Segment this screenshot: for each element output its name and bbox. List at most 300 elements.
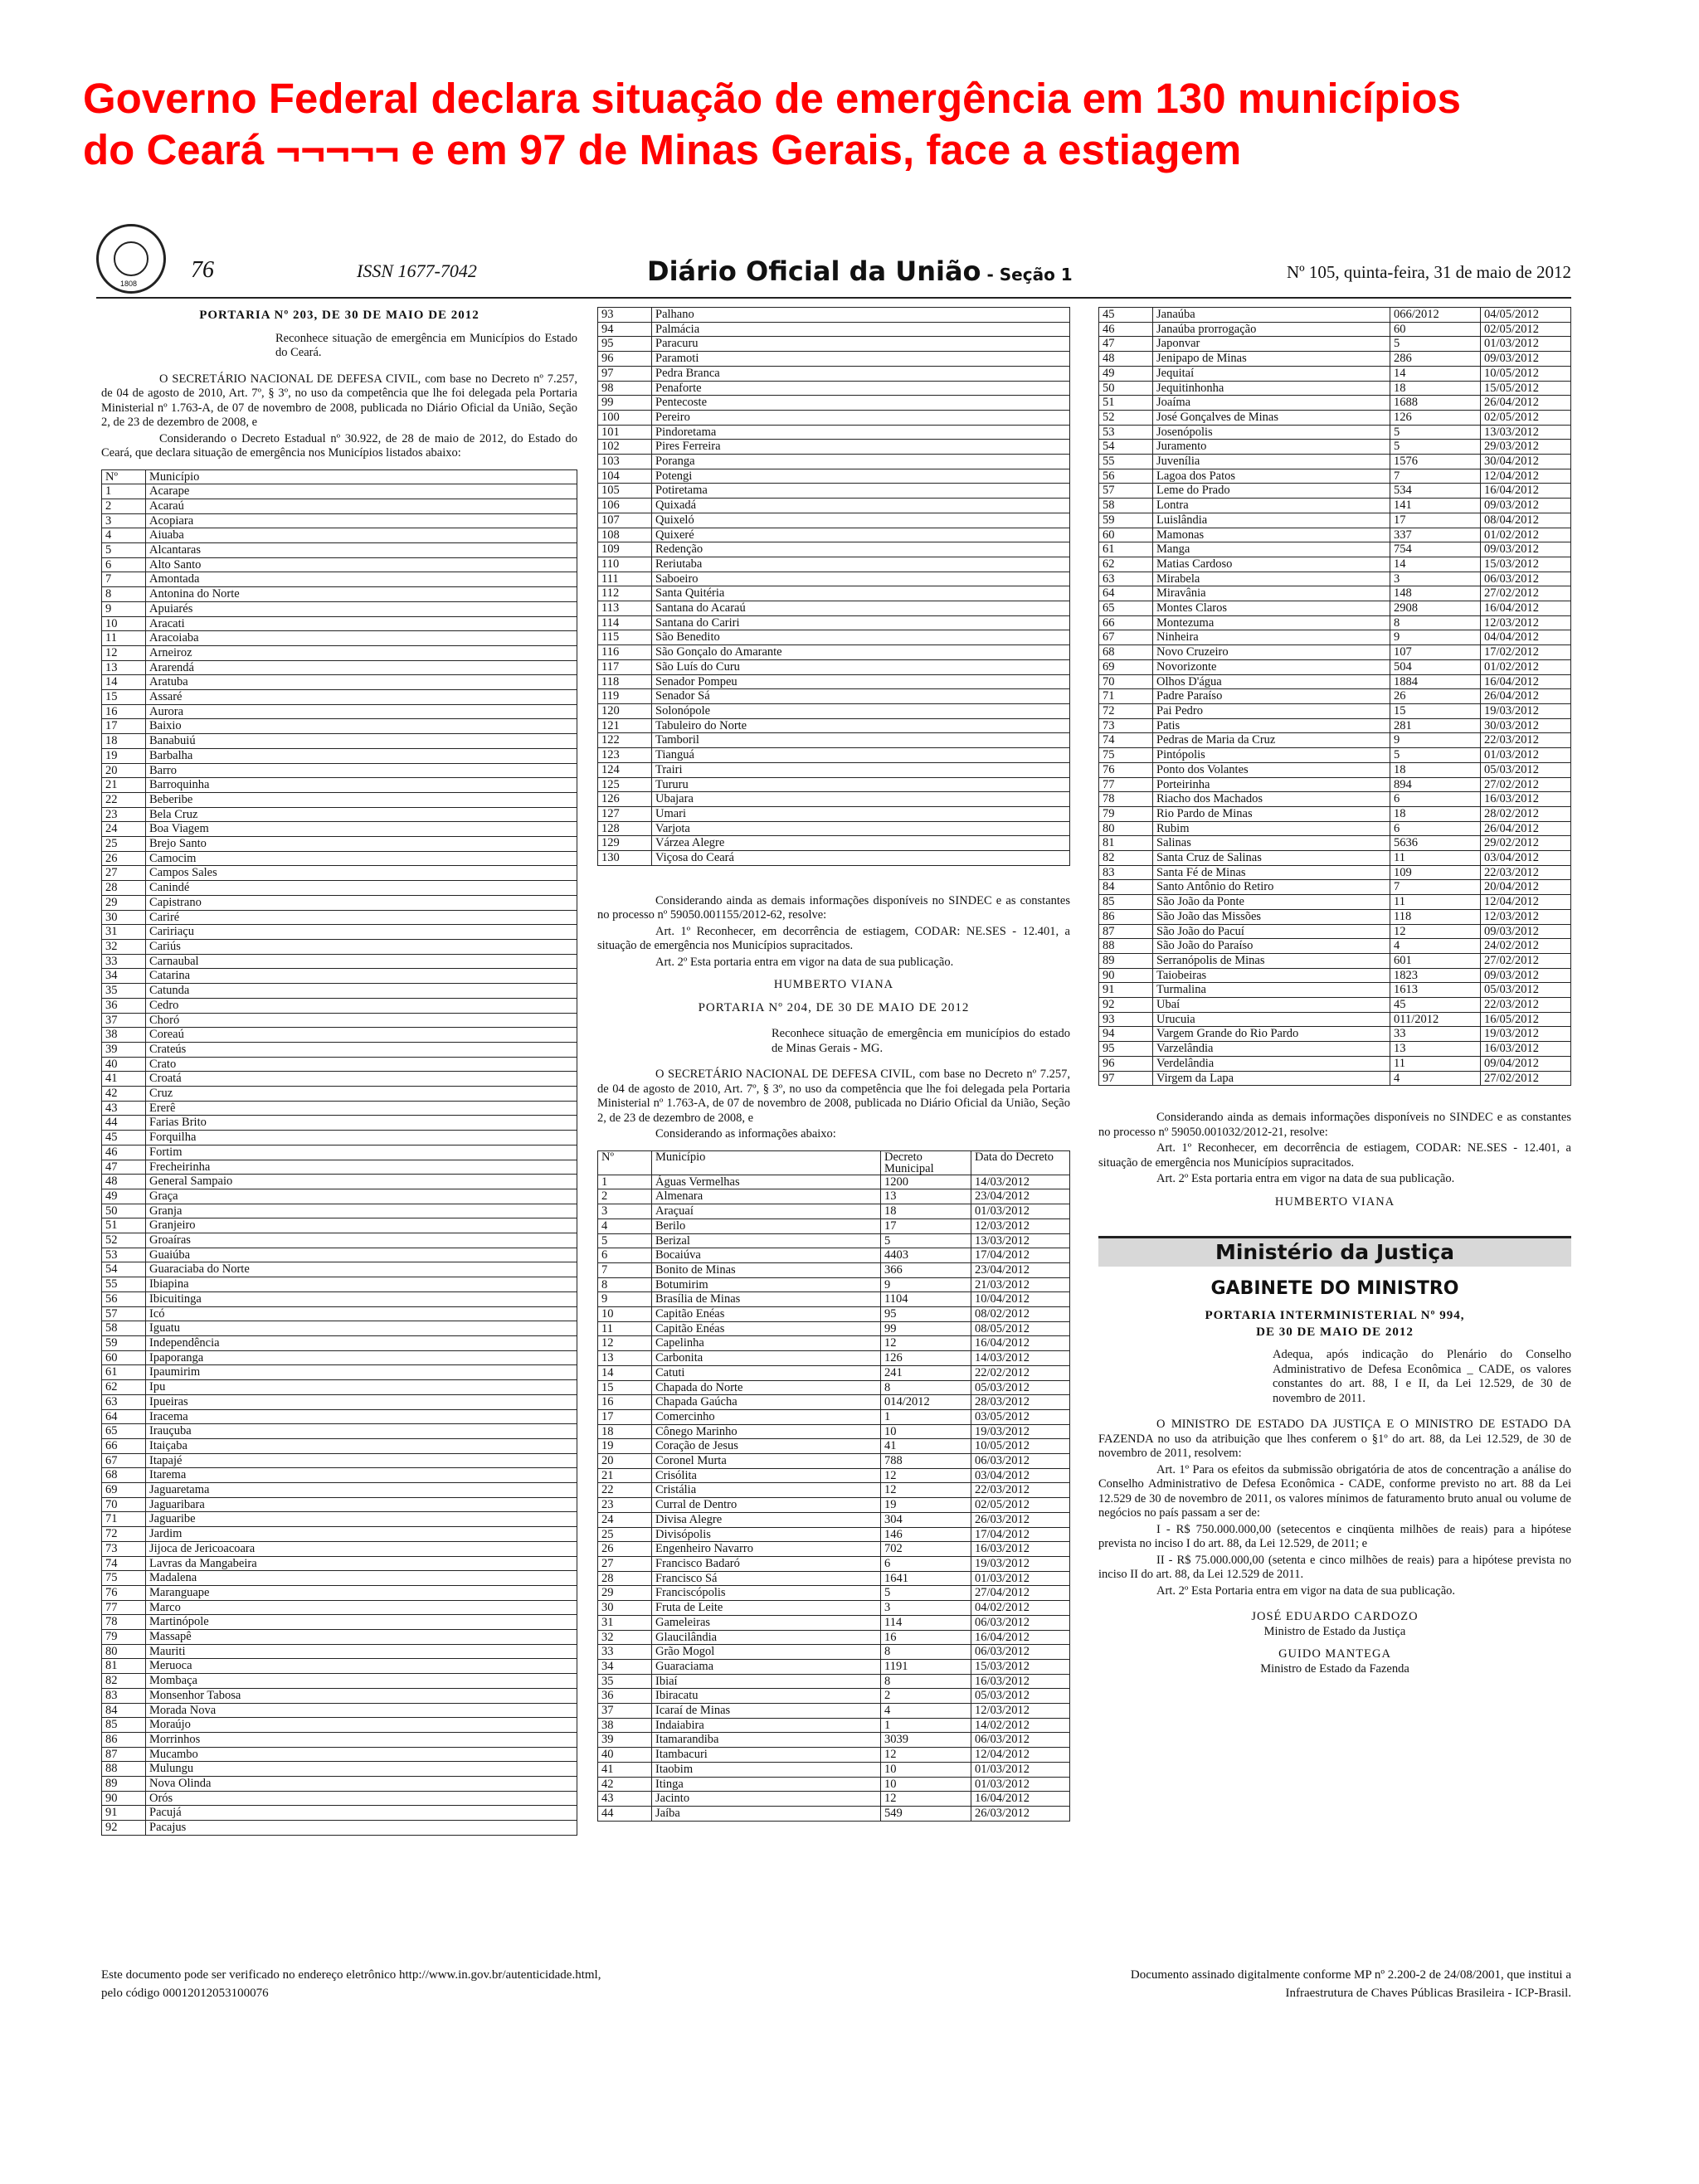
table-cell: Guaraciaba do Norte bbox=[146, 1262, 577, 1277]
table-cell: 20 bbox=[598, 1454, 652, 1469]
table-row bbox=[598, 1365, 1070, 1380]
table-cell: Cônego Marinho bbox=[652, 1424, 881, 1439]
table-cell: 16/03/2012 bbox=[1481, 1042, 1571, 1057]
table-cell: Caririaçu bbox=[146, 925, 577, 940]
table-cell: 26/03/2012 bbox=[971, 1512, 1070, 1527]
table-cell: 09/03/2012 bbox=[1481, 352, 1571, 367]
table-cell: 38 bbox=[102, 1028, 146, 1043]
table-cell: Ponto dos Volantes bbox=[1153, 762, 1390, 777]
portaria-203-ementa: Reconhece situação de emergência em Municípios do Estado do Ceará. bbox=[275, 331, 577, 359]
table-cell: 77 bbox=[102, 1600, 146, 1615]
table-row bbox=[598, 1395, 1070, 1410]
table-cell: 014/2012 bbox=[881, 1395, 971, 1410]
table-cell: 97 bbox=[1099, 1071, 1153, 1086]
table-cell: 02/05/2012 bbox=[971, 1498, 1070, 1513]
table-row bbox=[1099, 572, 1571, 586]
table-cell: 29 bbox=[102, 895, 146, 910]
table-cell: 82 bbox=[1099, 851, 1153, 866]
table-row bbox=[1099, 821, 1571, 836]
table-cell: 88 bbox=[102, 1762, 146, 1777]
table-cell: 01/03/2012 bbox=[971, 1571, 1070, 1586]
table-cell: Ererê bbox=[146, 1101, 577, 1116]
table-row bbox=[1099, 352, 1571, 367]
table-cell: 93 bbox=[1099, 1012, 1153, 1027]
table-cell: Morada Nova bbox=[146, 1703, 577, 1718]
table-cell: 4 bbox=[598, 1218, 652, 1233]
table-cell: 066/2012 bbox=[1390, 308, 1481, 323]
table-cell: 549 bbox=[881, 1806, 971, 1821]
table-cell: Ipu bbox=[146, 1380, 577, 1395]
table-cell: Crato bbox=[146, 1057, 577, 1072]
portaria-204-art-2: Art. 2º Esta portaria entra em vigor na data de sua publicação. bbox=[1156, 1172, 1455, 1186]
table-cell: 14 bbox=[102, 675, 146, 690]
table-cell: Mauriti bbox=[146, 1644, 577, 1659]
table-row bbox=[1099, 953, 1571, 968]
table-row bbox=[1099, 777, 1571, 792]
table-cell: 124 bbox=[598, 762, 652, 777]
table-row bbox=[1099, 1042, 1571, 1057]
table-cell: 59 bbox=[102, 1335, 146, 1350]
table-cell: Alto Santo bbox=[146, 557, 577, 572]
table-cell: Luislândia bbox=[1153, 513, 1390, 528]
table-row bbox=[1099, 983, 1571, 998]
table-row bbox=[102, 954, 577, 969]
table-cell: 6 bbox=[102, 557, 146, 572]
table-cell: 23/04/2012 bbox=[971, 1262, 1070, 1277]
table-cell: Japonvar bbox=[1153, 337, 1390, 352]
table-row bbox=[598, 528, 1070, 542]
table-cell: 58 bbox=[102, 1321, 146, 1336]
table-cell: 87 bbox=[1099, 924, 1153, 939]
portaria-203-art-2: Art. 2º Esta portaria entra em vigor na data de sua publicação. bbox=[655, 955, 954, 969]
table-cell: Divisópolis bbox=[652, 1527, 881, 1542]
table-row bbox=[598, 689, 1070, 704]
table-row bbox=[102, 1262, 577, 1277]
table-cell: 37 bbox=[598, 1704, 652, 1719]
headline-line-2: do Ceará ¬¬¬¬¬ e em 97 de Minas Gerais, face a estiagem bbox=[83, 126, 1242, 173]
table-row bbox=[102, 969, 577, 984]
table-row bbox=[598, 1468, 1070, 1483]
table-cell: Indaiabira bbox=[652, 1718, 881, 1733]
table-cell: 5 bbox=[102, 543, 146, 558]
table-cell: 40 bbox=[598, 1748, 652, 1763]
table-row bbox=[1099, 542, 1571, 557]
table-cell: Padre Paraíso bbox=[1153, 689, 1390, 704]
table-cell: 68 bbox=[1099, 645, 1153, 660]
table-cell: 106 bbox=[598, 499, 652, 513]
table-cell: São Gonçalo do Amarante bbox=[652, 645, 1070, 660]
table-cell: 35 bbox=[598, 1674, 652, 1689]
table-row bbox=[102, 1703, 577, 1718]
table-cell: 19 bbox=[881, 1498, 971, 1513]
table-cell: 702 bbox=[881, 1542, 971, 1557]
table-cell: Quixeré bbox=[652, 528, 1070, 542]
table-row bbox=[102, 1424, 577, 1439]
table-row bbox=[1099, 998, 1571, 1013]
table-cell: 34 bbox=[102, 969, 146, 984]
table-row bbox=[102, 748, 577, 763]
table-cell: Brasília de Minas bbox=[652, 1292, 881, 1307]
table-row bbox=[102, 631, 577, 646]
table-cell: 894 bbox=[1390, 777, 1481, 792]
table-row bbox=[598, 1498, 1070, 1513]
table-cell: 14 bbox=[598, 1365, 652, 1380]
table-cell: Rubim bbox=[1153, 821, 1390, 836]
table-cell: Martinópole bbox=[146, 1615, 577, 1630]
table-cell: 17 bbox=[102, 719, 146, 734]
table-row bbox=[102, 1806, 577, 1821]
table-cell: Berizal bbox=[652, 1233, 881, 1248]
table-row bbox=[102, 1791, 577, 1806]
table-cell: Cedro bbox=[146, 998, 577, 1013]
table-cell: 4403 bbox=[881, 1248, 971, 1263]
table-cell: 36 bbox=[102, 998, 146, 1013]
table-cell: 754 bbox=[1390, 542, 1481, 557]
table-cell: 12 bbox=[598, 1336, 652, 1351]
table-row bbox=[102, 484, 577, 499]
role-justice-minister: Ministro de Estado da Justiça bbox=[1263, 1624, 1406, 1638]
table-cell: Ibiaí bbox=[652, 1674, 881, 1689]
table-cell: Comercinho bbox=[652, 1409, 881, 1424]
table-row bbox=[102, 1527, 577, 1542]
table-cell: 93 bbox=[598, 308, 652, 323]
table-cell: 788 bbox=[881, 1454, 971, 1469]
table-cell: 44 bbox=[102, 1116, 146, 1131]
table-row bbox=[102, 645, 577, 660]
table-row bbox=[598, 1792, 1070, 1807]
table-cell: Riacho dos Machados bbox=[1153, 792, 1390, 807]
table-cell: 71 bbox=[1099, 689, 1153, 704]
table-cell: 14/03/2012 bbox=[971, 1175, 1070, 1189]
table-cell: Barbalha bbox=[146, 748, 577, 763]
table-cell: 12/04/2012 bbox=[1481, 895, 1571, 910]
table-cell: 10/05/2012 bbox=[1481, 366, 1571, 381]
table-cell: 25 bbox=[598, 1527, 652, 1542]
table-cell: Frecheirinha bbox=[146, 1160, 577, 1175]
table-cell: Novo Cruzeiro bbox=[1153, 645, 1390, 660]
table-cell: 3 bbox=[881, 1601, 971, 1616]
table-cell: 96 bbox=[1099, 1056, 1153, 1071]
table-cell: 30/03/2012 bbox=[1481, 718, 1571, 733]
table-cell: Alcantaras bbox=[146, 543, 577, 558]
table-row bbox=[102, 998, 577, 1013]
table-cell: 2 bbox=[598, 1189, 652, 1204]
portaria-994-title: PORTARIA INTERMINISTERIAL Nº 994, bbox=[1205, 1309, 1465, 1323]
table-cell: 13/03/2012 bbox=[1481, 425, 1571, 440]
table-row bbox=[598, 1248, 1070, 1263]
table-cell: 78 bbox=[1099, 792, 1153, 807]
table-cell: São João das Missões bbox=[1153, 909, 1390, 924]
table-row bbox=[102, 1204, 577, 1218]
table-row bbox=[102, 1248, 577, 1262]
table-cell: Granja bbox=[146, 1204, 577, 1218]
table-cell: 10 bbox=[881, 1762, 971, 1777]
table-cell: Itambacuri bbox=[652, 1748, 881, 1763]
table-cell: Marco bbox=[146, 1600, 577, 1615]
table-cell: Massapê bbox=[146, 1630, 577, 1645]
table-cell: 46 bbox=[102, 1145, 146, 1160]
table-row bbox=[598, 425, 1070, 440]
table-cell: 130 bbox=[598, 851, 652, 866]
table-cell: Icaraí de Minas bbox=[652, 1704, 881, 1719]
table-cell: 6 bbox=[1390, 792, 1481, 807]
table-cell: 118 bbox=[1390, 909, 1481, 924]
table-cell: 11 bbox=[1390, 851, 1481, 866]
table-cell: 21 bbox=[598, 1468, 652, 1483]
table-cell: 15 bbox=[598, 1380, 652, 1395]
table-row bbox=[102, 1600, 577, 1615]
table-cell: Pai Pedro bbox=[1153, 703, 1390, 718]
table-row bbox=[598, 674, 1070, 689]
table-cell: 12/04/2012 bbox=[971, 1748, 1070, 1763]
table-cell: 16/05/2012 bbox=[1481, 1012, 1571, 1027]
table-cell: 29/03/2012 bbox=[1481, 440, 1571, 455]
table-cell: 83 bbox=[102, 1688, 146, 1703]
table-row bbox=[598, 1630, 1070, 1645]
issue-info: Nº 105, quinta-feira, 31 de maio de 2012 bbox=[1286, 262, 1571, 282]
table-cell: 15/03/2012 bbox=[1481, 557, 1571, 572]
table-cell: 1 bbox=[102, 484, 146, 499]
table-row bbox=[1099, 396, 1571, 411]
table-row bbox=[598, 1189, 1070, 1204]
table-cell: Pacujá bbox=[146, 1806, 577, 1821]
table-cell: 27/02/2012 bbox=[1481, 953, 1571, 968]
table-cell: Acaraú bbox=[146, 499, 577, 513]
table-cell: Olhos D'água bbox=[1153, 674, 1390, 689]
table-cell: 42 bbox=[102, 1087, 146, 1102]
table-cell: Virgem da Lapa bbox=[1153, 1071, 1390, 1086]
table-row bbox=[598, 1762, 1070, 1777]
table-cell: Boa Viagem bbox=[146, 822, 577, 837]
table-row bbox=[102, 1218, 577, 1233]
table-cell: Itaiçaba bbox=[146, 1438, 577, 1453]
table-cell: 22/03/2012 bbox=[1481, 865, 1571, 880]
table-cell: 19/03/2012 bbox=[971, 1424, 1070, 1439]
table-cell: São João da Ponte bbox=[1153, 895, 1390, 910]
table-cell: 51 bbox=[102, 1218, 146, 1233]
table-cell: Santa Fé de Minas bbox=[1153, 865, 1390, 880]
table-cell: 118 bbox=[598, 674, 652, 689]
table-cell: 12 bbox=[1390, 924, 1481, 939]
table-cell: Rio Pardo de Minas bbox=[1153, 806, 1390, 821]
table-cell: 148 bbox=[1390, 586, 1481, 601]
table-row bbox=[598, 748, 1070, 763]
table-cell: Águas Vermelhas bbox=[652, 1175, 881, 1189]
table-cell: Jaguaribe bbox=[146, 1512, 577, 1527]
table-row bbox=[102, 1747, 577, 1762]
table-cell: 19/03/2012 bbox=[971, 1557, 1070, 1572]
table-row bbox=[102, 1131, 577, 1146]
table-cell: 126 bbox=[881, 1351, 971, 1366]
table-cell: 4 bbox=[881, 1704, 971, 1719]
table-cell: 75 bbox=[1099, 748, 1153, 763]
portaria-994-item-1: I - R$ 750.000.000,00 (setecentos e cinqüenta milhões de reais) para a hipótese prevista no inciso I do art. 88, da Lei 12.529, de 2011; e bbox=[1098, 1522, 1571, 1551]
table-cell: 88 bbox=[1099, 939, 1153, 954]
table-cell: 121 bbox=[598, 718, 652, 733]
table-row bbox=[1099, 499, 1571, 513]
table-cell: 86 bbox=[1099, 909, 1153, 924]
table-cell: 1200 bbox=[881, 1175, 971, 1189]
ceara-municipalities-table bbox=[101, 469, 577, 1836]
table-cell: 96 bbox=[598, 352, 652, 367]
table-cell: 109 bbox=[598, 542, 652, 557]
table-cell: 4 bbox=[102, 528, 146, 543]
table-cell: Fortim bbox=[146, 1145, 577, 1160]
table-cell: 100 bbox=[598, 410, 652, 425]
table-cell: 45 bbox=[1390, 998, 1481, 1013]
table-cell: Maranguape bbox=[146, 1585, 577, 1600]
table-cell: 16/04/2012 bbox=[1481, 601, 1571, 616]
table-cell: 08/02/2012 bbox=[971, 1307, 1070, 1322]
table-cell: 304 bbox=[881, 1512, 971, 1527]
table-cell: 74 bbox=[1099, 733, 1153, 748]
table-cell: Lavras da Mangabeira bbox=[146, 1556, 577, 1571]
headline bbox=[83, 73, 1626, 176]
table-cell: 5 bbox=[1390, 748, 1481, 763]
table-cell: Independência bbox=[146, 1335, 577, 1350]
table-row bbox=[1099, 484, 1571, 499]
table-cell: 09/03/2012 bbox=[1481, 499, 1571, 513]
table-row bbox=[598, 1454, 1070, 1469]
table-cell: 29/02/2012 bbox=[1481, 836, 1571, 851]
table-cell: 58 bbox=[1099, 499, 1153, 513]
table-header-municipality: Município bbox=[652, 1150, 881, 1175]
table-cell: 02/05/2012 bbox=[1481, 322, 1571, 337]
table-cell: General Sampaio bbox=[146, 1175, 577, 1189]
table-row bbox=[102, 1057, 577, 1072]
table-cell: 5 bbox=[598, 1233, 652, 1248]
table-cell: Araçuaí bbox=[652, 1204, 881, 1219]
table-row bbox=[1099, 924, 1571, 939]
table-cell: 12/04/2012 bbox=[1481, 469, 1571, 484]
table-cell: 74 bbox=[102, 1556, 146, 1571]
table-cell: 105 bbox=[598, 484, 652, 499]
table-cell: 26/04/2012 bbox=[1481, 396, 1571, 411]
portaria-203-paragraph: O SECRETÁRIO NACIONAL DE DEFESA CIVIL, com base no Decreto nº 7.257, de 04 de agosto de 2010, Art. 7º, § 3º, no uso da competência que lhe foi delegada pela Portaria Ministerial nº 1.763-A, de 07 de novembro de 2008, publicada no Diário Oficial da União, Seção 2, de 23 de dezembro de 2008, e bbox=[101, 372, 577, 429]
footer-verification-url: Este documento pode ser verificado no endereço eletrônico http://www.in.gov.br/autenticidade.html, bbox=[101, 1968, 601, 1982]
table-row bbox=[102, 1321, 577, 1336]
table-cell: Redenção bbox=[652, 542, 1070, 557]
portaria-204-ementa: Reconhece situação de emergência em municípios do estado de Minas Gerais - MG. bbox=[772, 1027, 1070, 1055]
table-cell: 16/04/2012 bbox=[971, 1630, 1070, 1645]
table-cell: 49 bbox=[102, 1189, 146, 1204]
ceara-municipalities-table-continued bbox=[597, 307, 1070, 866]
table-cell: 27/04/2012 bbox=[971, 1586, 1070, 1601]
table-cell: Itaobim bbox=[652, 1762, 881, 1777]
table-row bbox=[598, 733, 1070, 748]
table-cell: 79 bbox=[1099, 806, 1153, 821]
portaria-204-paragraph: Considerando as informações abaixo: bbox=[655, 1127, 836, 1141]
table-cell: 57 bbox=[102, 1306, 146, 1321]
table-cell: Ibiapina bbox=[146, 1277, 577, 1292]
signer-justice-minister: JOSÉ EDUARDO CARDOZO bbox=[1251, 1610, 1419, 1624]
table-cell: 1641 bbox=[881, 1571, 971, 1586]
table-row bbox=[102, 1291, 577, 1306]
table-cell: 12/03/2012 bbox=[1481, 615, 1571, 630]
table-cell: 125 bbox=[598, 777, 652, 792]
table-cell: 22 bbox=[598, 1483, 652, 1498]
table-cell: 67 bbox=[102, 1453, 146, 1468]
table-cell: 104 bbox=[598, 469, 652, 484]
table-cell: Jequitinhonha bbox=[1153, 381, 1390, 396]
table-cell: José Gonçalves de Minas bbox=[1153, 410, 1390, 425]
table-cell: 03/04/2012 bbox=[971, 1468, 1070, 1483]
table-cell: Icó bbox=[146, 1306, 577, 1321]
table-row bbox=[598, 1704, 1070, 1719]
table-cell: Moraújo bbox=[146, 1718, 577, 1733]
table-cell: Palmácia bbox=[652, 322, 1070, 337]
table-cell: Cristália bbox=[652, 1483, 881, 1498]
table-cell: 44 bbox=[598, 1806, 652, 1821]
table-cell: 1 bbox=[881, 1409, 971, 1424]
table-row bbox=[102, 1145, 577, 1160]
portaria-203-considerando: Considerando ainda as demais informações disponíveis no SINDEC e as constantes no processo nº 59050.001155/2012-62, resolve: bbox=[597, 893, 1070, 922]
table-cell: Ipueiras bbox=[146, 1394, 577, 1409]
table-row bbox=[598, 513, 1070, 528]
table-row bbox=[598, 645, 1070, 660]
table-cell: Serranópolis de Minas bbox=[1153, 953, 1390, 968]
table-cell: Potiretama bbox=[652, 484, 1070, 499]
table-cell: 05/03/2012 bbox=[1481, 983, 1571, 998]
table-cell: 17 bbox=[1390, 513, 1481, 528]
table-row bbox=[598, 440, 1070, 455]
table-cell: Itamarandiba bbox=[652, 1733, 881, 1748]
table-cell: 7 bbox=[598, 1262, 652, 1277]
table-cell: 4 bbox=[1390, 1071, 1481, 1086]
table-cell: 117 bbox=[598, 659, 652, 674]
table-cell: Leme do Prado bbox=[1153, 484, 1390, 499]
table-cell: Jaguaretama bbox=[146, 1483, 577, 1498]
table-cell: 1884 bbox=[1390, 674, 1481, 689]
table-cell: 18 bbox=[1390, 762, 1481, 777]
table-cell: Crateús bbox=[146, 1042, 577, 1057]
table-cell: 05/03/2012 bbox=[971, 1689, 1070, 1704]
table-row bbox=[1099, 366, 1571, 381]
table-row bbox=[1099, 865, 1571, 880]
table-row bbox=[598, 322, 1070, 337]
table-cell: 60 bbox=[102, 1350, 146, 1365]
table-cell: Tamboril bbox=[652, 733, 1070, 748]
table-cell: 7 bbox=[1390, 880, 1481, 895]
table-cell: 15/03/2012 bbox=[971, 1659, 1070, 1674]
table-cell: 03/05/2012 bbox=[971, 1409, 1070, 1424]
table-cell: 33 bbox=[598, 1645, 652, 1660]
table-cell: 26/04/2012 bbox=[1481, 821, 1571, 836]
table-cell: 12 bbox=[881, 1748, 971, 1763]
table-row bbox=[102, 1101, 577, 1116]
table-cell: 77 bbox=[1099, 777, 1153, 792]
table-cell: 31 bbox=[598, 1615, 652, 1630]
table-cell: 128 bbox=[598, 821, 652, 836]
table-row bbox=[1099, 337, 1571, 352]
table-row bbox=[1099, 322, 1571, 337]
table-row bbox=[102, 807, 577, 822]
table-cell: 05/03/2012 bbox=[1481, 762, 1571, 777]
table-row bbox=[598, 821, 1070, 836]
table-row bbox=[598, 1262, 1070, 1277]
table-cell: 53 bbox=[102, 1248, 146, 1262]
table-row bbox=[102, 1821, 577, 1836]
table-row bbox=[598, 1483, 1070, 1498]
table-cell: 28/03/2012 bbox=[971, 1395, 1070, 1410]
table-row bbox=[102, 601, 577, 616]
table-cell: Bonito de Minas bbox=[652, 1262, 881, 1277]
table-cell: 27/02/2012 bbox=[1481, 586, 1571, 601]
table-cell: 84 bbox=[1099, 880, 1153, 895]
table-cell: Campos Sales bbox=[146, 866, 577, 881]
coat-of-arms-seal-icon: 1808 bbox=[96, 224, 166, 294]
table-cell: 46 bbox=[1099, 322, 1153, 337]
